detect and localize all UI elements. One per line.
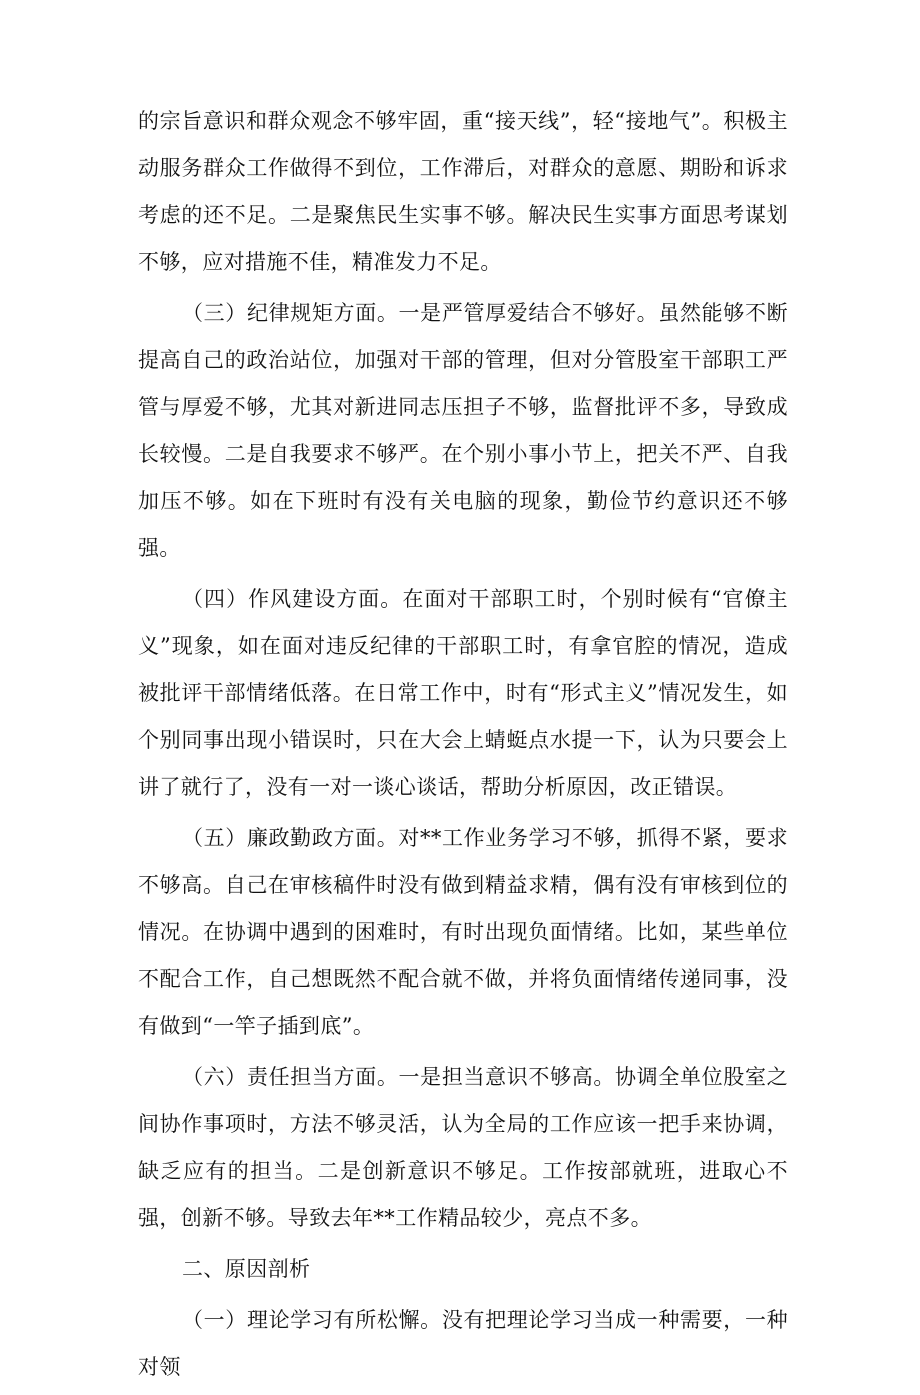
- section-heading: 二、原因剖析: [182, 1257, 311, 1281]
- paragraph-work-style: （四）作风建设方面。在面对干部职工时，个别时候有“官僚主义”现象，如在面对违反纪律的干部职工时，有拿官腔的情况，造成被批评干部情绪低落。在日常工作中，时有“形式主义”情况发生，如个别同事出现小错误时，只在大会上蜻蜓点水提一下，认为只要会上讲了就行了，没有一对一谈心谈话，帮助分析原因，改正错误。: [138, 587, 788, 799]
- paragraph-integrity: （五）廉政勤政方面。对**工作业务学习不够，抓得不紧，要求不够高。自己在审核稿件时没有做到精益求精，偶有没有审核到位的情况。在协调中遇到的困难时，有时出现负面情绪。比如，某些单位不配合工作，自己想既然不配合就不做，并将负面情绪传递同事，没有做到“一竿子插到底”。: [138, 826, 788, 1038]
- paragraph-cause-theory: （一）理论学习有所松懈。没有把理论学习当成一种需要，一种对领: [138, 1308, 788, 1379]
- paragraph-discipline: （三）纪律规矩方面。一是严管厚爱结合不够好。虽然能够不断提高自己的政治站位，加强对干部的管理，但对分管股室干部职工严管与厚爱不够，尤其对新进同志压担子不够，监督批评不多，导致成长较慢。二是自我要求不够严。在个别小事小节上，把关不严、自我加压不够。如在下班时有没有关电脑的现象，勤俭节约意识还不够强。: [138, 301, 788, 560]
- document-body: [138, 98, 788, 1395]
- paragraph-responsibility: （六）责任担当方面。一是担当意识不够高。协调全单位股室之间协作事项时，方法不够灵活，认为全局的工作应该一把手来协调，缺乏应有的担当。二是创新意识不够足。工作按部就班，进取心不强，创新不够。导致去年**工作精品较少，亮点不多。: [138, 1065, 788, 1230]
- paragraph-continuation: 的宗旨意识和群众观念不够牢固，重“接天线”，轻“接地气”。积极主动服务群众工作做得不到位，工作滞后，对群众的意愿、期盼和诉求考虑的还不足。二是聚焦民生实事不够。解决民生实事方面思考谋划不够，应对措施不佳，精准发力不足。: [138, 109, 788, 274]
